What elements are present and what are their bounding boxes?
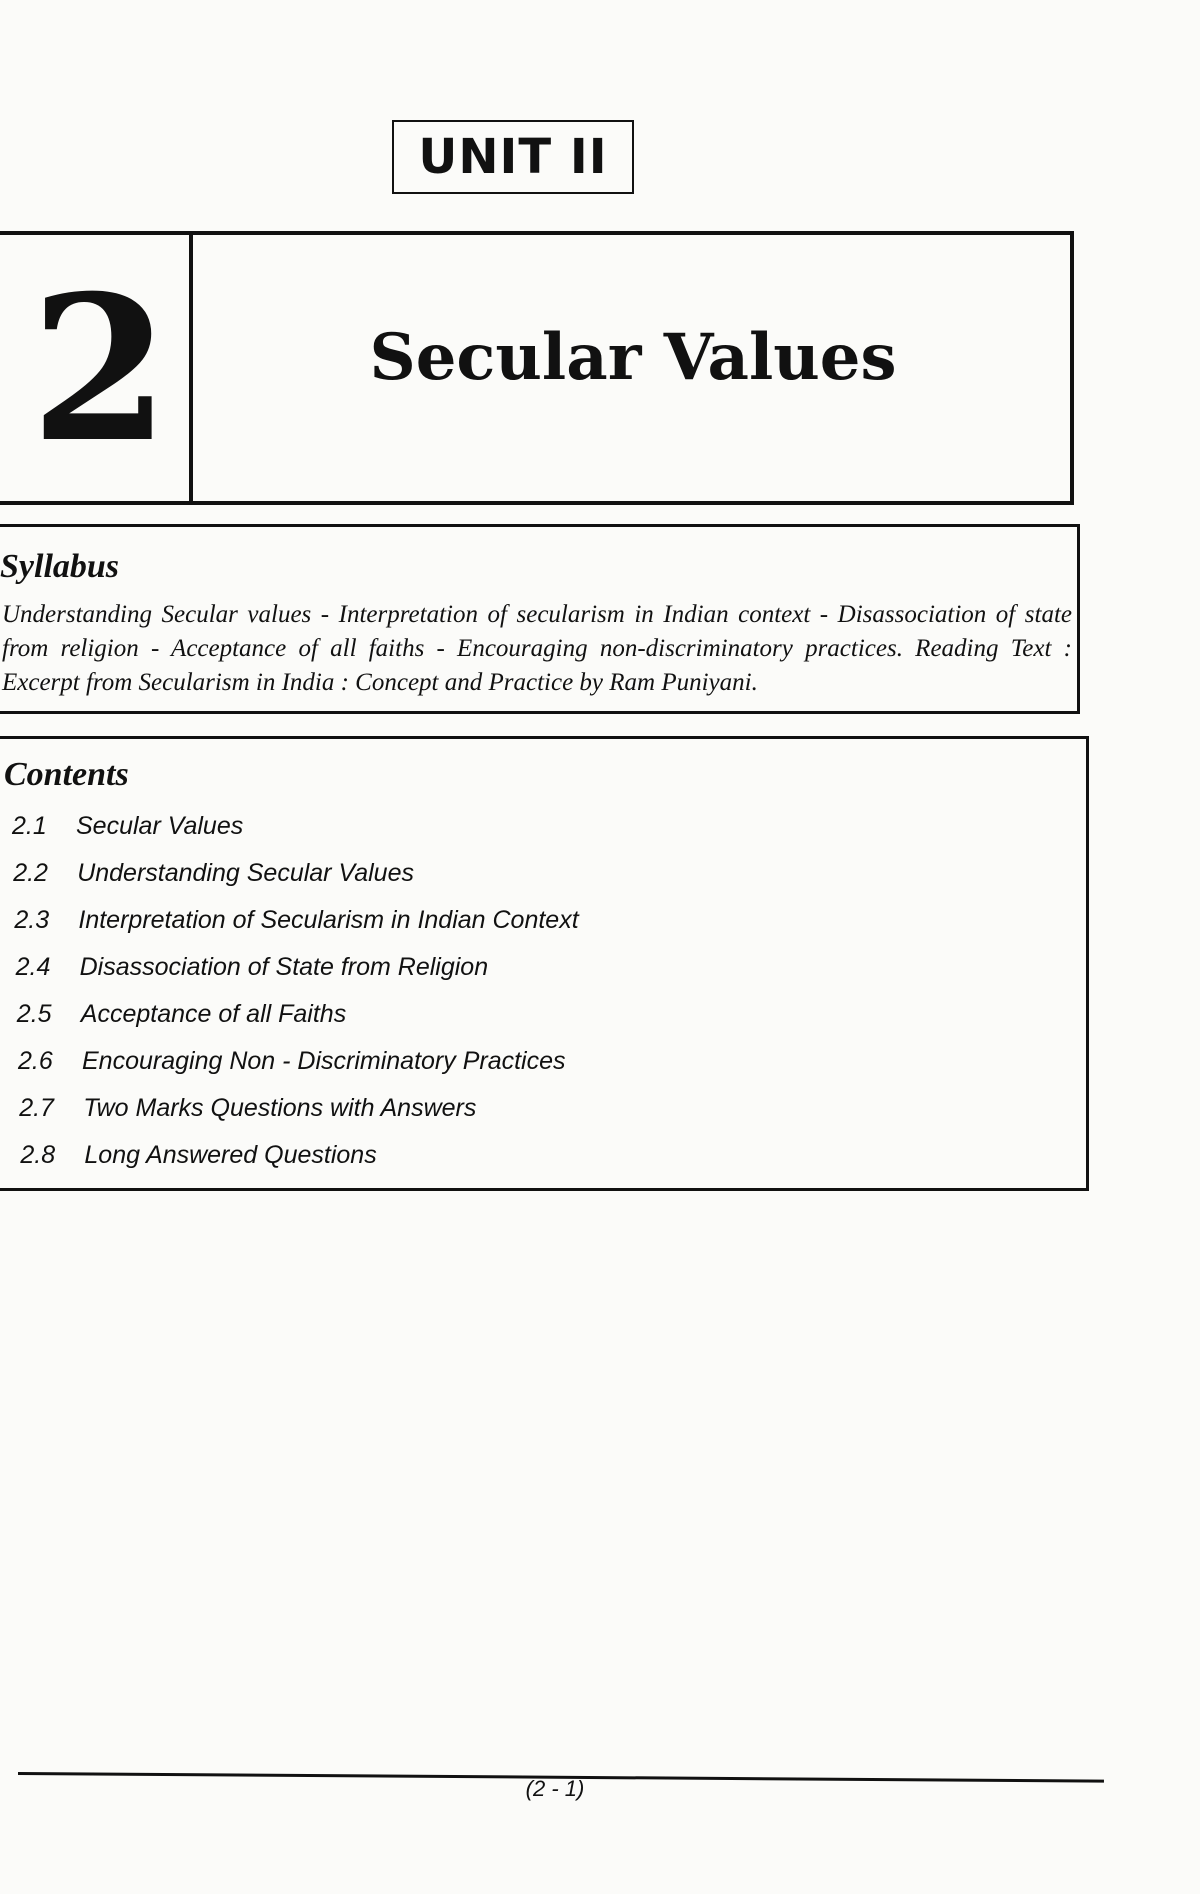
contents-item xyxy=(14,906,578,935)
contents-item-number: 2.5 xyxy=(16,1000,52,1028)
contents-item xyxy=(19,1094,476,1123)
contents-item-label: Understanding Secular Values xyxy=(77,859,414,887)
syllabus-heading: Syllabus xyxy=(0,548,120,585)
contents-item-number: 2.4 xyxy=(15,953,51,981)
contents-item xyxy=(18,1047,566,1076)
contents-item-label: Interpretation of Secularism in Indian Context xyxy=(78,906,579,934)
unit-label: UNIT II xyxy=(392,120,634,194)
contents-item-number: 2.7 xyxy=(19,1094,54,1122)
contents-item xyxy=(17,1000,346,1029)
chapter-number: 2 xyxy=(30,252,170,487)
syllabus-text: Understanding Secular values - Interpretation of secularism in Indian context - Disassociation of state from religion - Acceptance of all faiths - Encouraging non-discriminatory practices. Reading Text : Excerpt from Secularism in India : Concept and Practice by Ram Puniyani. xyxy=(2,601,1072,696)
contents-item xyxy=(16,953,489,982)
contents-item-label: Two Marks Questions with Answers xyxy=(83,1094,477,1122)
contents-item xyxy=(12,812,243,841)
contents-item-number: 2.2 xyxy=(13,859,48,887)
contents-item-number: 2.6 xyxy=(18,1047,53,1075)
contents-item-number: 2.1 xyxy=(12,812,47,840)
contents-item xyxy=(13,859,414,888)
contents-item-label: Disassociation of State from Religion xyxy=(79,953,489,981)
contents-heading: Contents xyxy=(4,756,129,793)
page-number: (2 - 1) xyxy=(525,1776,585,1801)
chapter-title: Secular Values xyxy=(369,320,897,395)
contents-item-label: Secular Values xyxy=(76,812,244,840)
contents-item-number: 2.3 xyxy=(14,906,50,934)
contents-item xyxy=(20,1141,376,1170)
contents-item-label: Acceptance of all Faiths xyxy=(80,1000,347,1028)
contents-item-label: Long Answered Questions xyxy=(84,1141,377,1169)
contents-item-number: 2.8 xyxy=(20,1141,56,1169)
contents-item-label: Encouraging Non - Discriminatory Practices xyxy=(82,1047,566,1075)
